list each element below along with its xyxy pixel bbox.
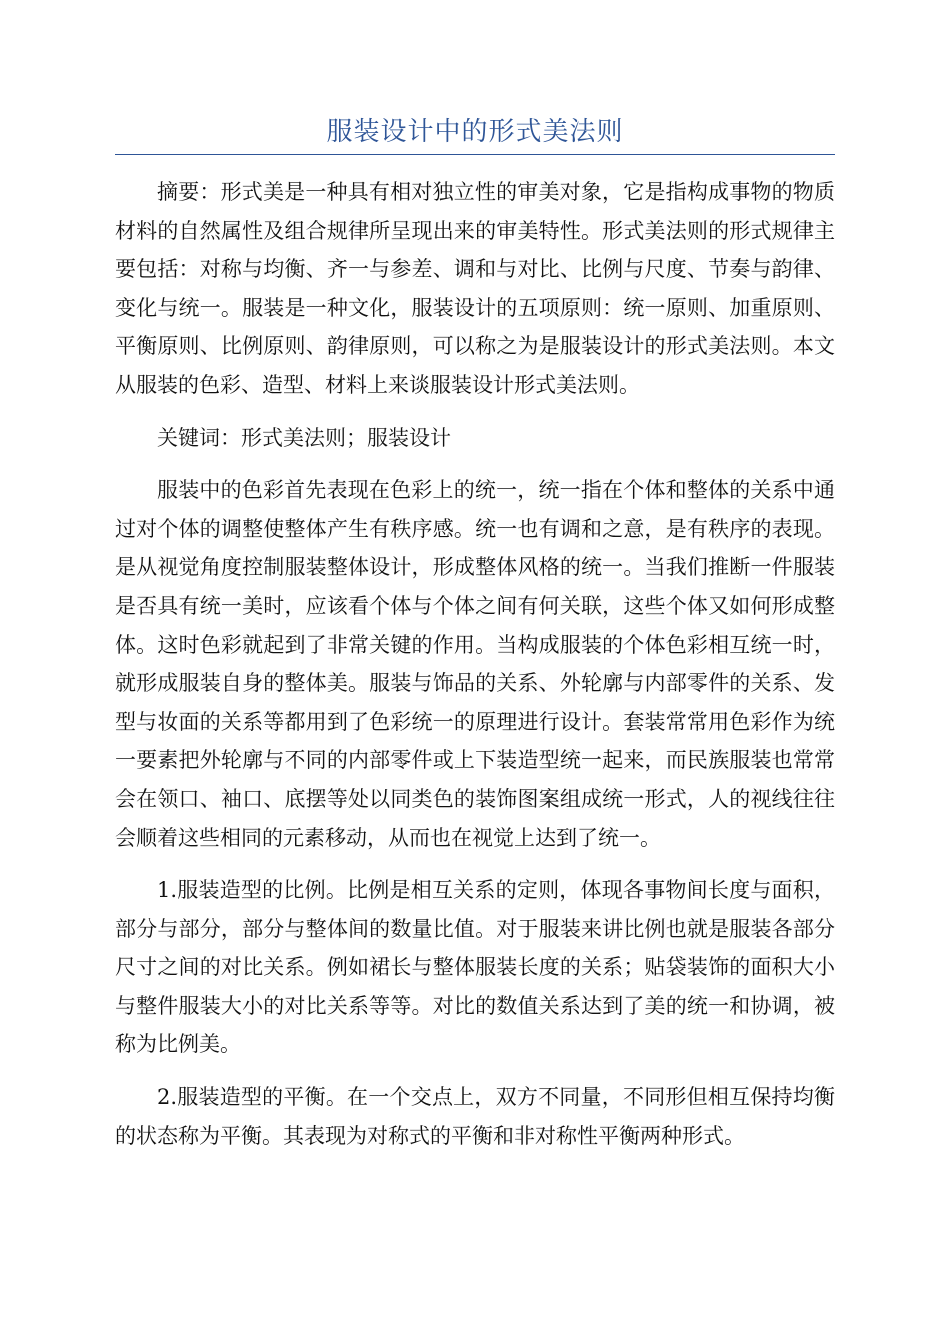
document-body bbox=[115, 173, 835, 1169]
body-paragraph-proportion: 1.服装造型的比例。比例是相互关系的定则，体现各事物间长度与面积，部分与部分，部分与整体间的数量比值。对于服装来讲比例也就是服装各部分尺寸之间的对比关系。例如裙长与整体服装长度的关系；贴袋装饰的面积大小与整件服装大小的对比关系等等。对比的数值关系达到了美的统一和协调，被称为比例美。 bbox=[115, 878, 835, 1057]
document-title: 服装设计中的形式美法则 bbox=[326, 117, 624, 147]
body-paragraph-balance: 2.服装造型的平衡。在一个交点上，双方不同量，不同形但相互保持均衡的状态称为平衡。其表现为对称式的平衡和非对称性平衡两种形式。 bbox=[115, 1085, 835, 1148]
abstract-paragraph: 摘要：形式美是一种具有相对独立性的审美对象，它是指构成事物的物质材料的自然属性及组合规律所呈现出来的审美特性。形式美法则的形式规律主要包括：对称与均衡、齐一与参差、调和与对比、比例与尺度、节奏与韵律、变化与统一。服装是一种文化，服装设计的五项原则：统一原则、加重原则、平衡原则、比例原则、韵律原则，可以称之为是服装设计的形式美法则。本文从服装的色彩、造型、材料上来谈服装设计形式美法则。 bbox=[115, 180, 835, 397]
keywords-paragraph: 关键词：形式美法则；服装设计 bbox=[157, 425, 451, 450]
title-underline bbox=[115, 154, 835, 155]
body-paragraph-color-unity: 服装中的色彩首先表现在色彩上的统一，统一指在个体和整体的关系中通过对个体的调整使整体产生有秩序感。统一也有调和之意，是有秩序的表现。是从视觉角度控制服装整体设计，形成整体风格的统一。当我们推断一件服装是否具有统一美时，应该看个体与个体之间有何关联，这些个体又如何形成整体。这时色彩就起到了非常关键的作用。当构成服装的个体色彩相互统一时，就形成服装自身的整体美。服装与饰品的关系、外轮廓与内部零件的关系、发型与妆面的关系等都用到了色彩统一的原理进行设计。套装常常用色彩作为统一要素把外轮廓与不同的内部零件或上下装造型统一起来，而民族服装也常常会在领口、袖口、底摆等处以同类色的装饰图案组成统一形式，人的视线往往会顺着这些相同的元素移动，从而也在视觉上达到了统一。 bbox=[115, 478, 835, 850]
